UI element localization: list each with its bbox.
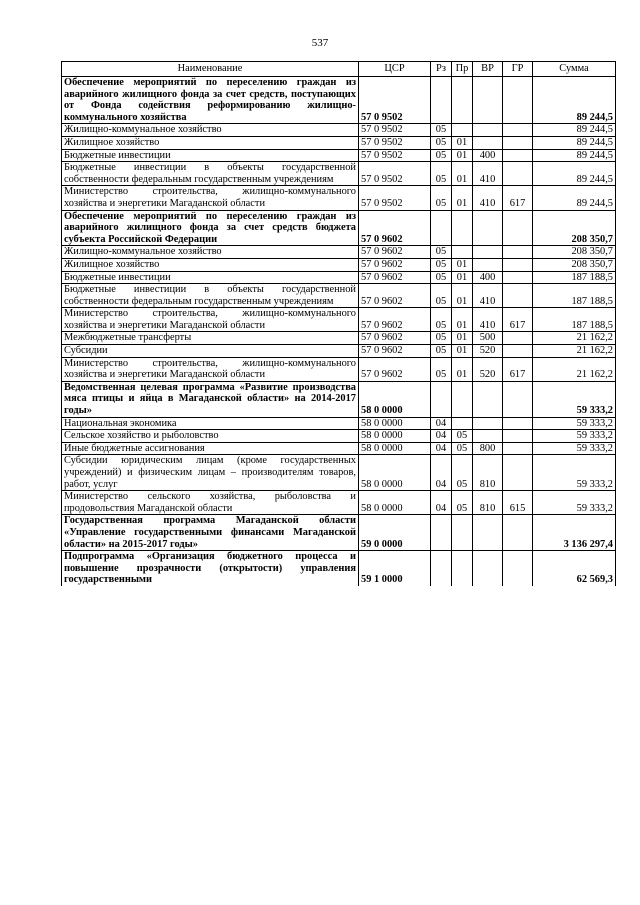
table-row: [62, 551, 616, 586]
row-csr-cell: 57 0 9502: [359, 186, 431, 210]
row-sum-cell: 89 244,5: [533, 186, 616, 210]
row-csr-cell: 57 0 9602: [359, 271, 431, 284]
row-pr-cell: 01: [452, 332, 473, 345]
table-row: [62, 258, 616, 271]
row-rz-cell: 04: [431, 417, 452, 430]
row-vr-cell: [473, 246, 503, 259]
row-pr-cell: 05: [452, 430, 473, 443]
row-csr-cell: 57 0 9602: [359, 308, 431, 332]
row-name-cell: Бюджетные инвестиции в объекты государственной собственности федеральным государственным учреждениям: [62, 284, 359, 308]
row-rz-cell: 05: [431, 186, 452, 210]
table-row: [62, 271, 616, 284]
row-gr-cell: [503, 551, 533, 586]
row-rz-cell: 05: [431, 162, 452, 186]
table-row: [62, 515, 616, 551]
row-sum-cell: 59 333,2: [533, 417, 616, 430]
table-row: [62, 210, 616, 246]
row-name-cell: Иные бюджетные ассигнования: [62, 442, 359, 455]
row-rz-cell: [431, 381, 452, 417]
row-gr-cell: [503, 271, 533, 284]
header-gr: ГР: [503, 62, 533, 77]
row-vr-cell: 400: [473, 271, 503, 284]
row-sum-cell: 21 162,2: [533, 345, 616, 358]
row-rz-cell: 04: [431, 442, 452, 455]
row-rz-cell: 04: [431, 430, 452, 443]
row-csr-cell: 58 0 0000: [359, 381, 431, 417]
table-row: [62, 162, 616, 186]
row-sum-cell: 59 333,2: [533, 442, 616, 455]
row-gr-cell: [503, 345, 533, 358]
row-pr-cell: 01: [452, 271, 473, 284]
row-gr-cell: 617: [503, 357, 533, 381]
row-gr-cell: [503, 515, 533, 551]
row-name-cell: Бюджетные инвестиции: [62, 271, 359, 284]
row-pr-cell: 01: [452, 149, 473, 162]
row-gr-cell: [503, 442, 533, 455]
row-pr-cell: [452, 515, 473, 551]
row-name-cell: Ведомственная целевая программа «Развитие производства мяса птицы и яйца в Магаданской области» на 2014-2017 годы»: [62, 381, 359, 417]
row-sum-cell: 187 188,5: [533, 308, 616, 332]
table-body: [62, 77, 616, 586]
row-rz-cell: [431, 551, 452, 586]
row-gr-cell: [503, 162, 533, 186]
row-csr-cell: 58 0 0000: [359, 417, 431, 430]
row-rz-cell: 05: [431, 271, 452, 284]
row-gr-cell: [503, 124, 533, 137]
row-sum-cell: 59 333,2: [533, 455, 616, 491]
row-csr-cell: 57 0 9602: [359, 246, 431, 259]
row-sum-cell: 89 244,5: [533, 124, 616, 137]
row-vr-cell: 810: [473, 491, 503, 515]
row-pr-cell: [452, 246, 473, 259]
row-vr-cell: 400: [473, 149, 503, 162]
row-vr-cell: [473, 210, 503, 246]
row-csr-cell: 58 0 0000: [359, 491, 431, 515]
row-vr-cell: 410: [473, 308, 503, 332]
row-gr-cell: [503, 430, 533, 443]
table-row: [62, 186, 616, 210]
row-pr-cell: [452, 210, 473, 246]
row-sum-cell: 59 333,2: [533, 381, 616, 417]
row-name-cell: Бюджетные инвестиции: [62, 149, 359, 162]
row-gr-cell: [503, 77, 533, 124]
row-vr-cell: 410: [473, 162, 503, 186]
row-name-cell: Жилищно-коммунальное хозяйство: [62, 124, 359, 137]
row-pr-cell: 01: [452, 162, 473, 186]
row-pr-cell: [452, 381, 473, 417]
row-name-cell: Обеспечение мероприятий по переселению граждан из аварийного жилищного фонда за счет средств бюджета субъекта Российской Федерации: [62, 210, 359, 246]
row-vr-cell: [473, 430, 503, 443]
page-number: 537: [311, 37, 329, 49]
row-sum-cell: 59 333,2: [533, 430, 616, 443]
row-gr-cell: [503, 381, 533, 417]
table-row: [62, 442, 616, 455]
row-sum-cell: 89 244,5: [533, 162, 616, 186]
row-vr-cell: [473, 124, 503, 137]
row-name-cell: Межбюджетные трансферты: [62, 332, 359, 345]
table-row: [62, 357, 616, 381]
row-vr-cell: 800: [473, 442, 503, 455]
row-pr-cell: [452, 124, 473, 137]
table-row: [62, 455, 616, 491]
row-gr-cell: [503, 149, 533, 162]
row-rz-cell: [431, 77, 452, 124]
table-header-row: [62, 62, 616, 77]
row-pr-cell: 05: [452, 442, 473, 455]
row-pr-cell: 01: [452, 357, 473, 381]
row-vr-cell: 410: [473, 186, 503, 210]
row-name-cell: Жилищное хозяйство: [62, 136, 359, 149]
header-sum: Сумма: [533, 62, 616, 77]
row-rz-cell: 05: [431, 284, 452, 308]
table-row: [62, 136, 616, 149]
header-vr: ВР: [473, 62, 503, 77]
row-sum-cell: 208 350,7: [533, 246, 616, 259]
row-vr-cell: 810: [473, 455, 503, 491]
row-gr-cell: [503, 455, 533, 491]
row-rz-cell: 05: [431, 246, 452, 259]
row-pr-cell: 01: [452, 258, 473, 271]
row-pr-cell: [452, 77, 473, 124]
header-name: Наименование: [62, 62, 359, 77]
row-name-cell: Национальная экономика: [62, 417, 359, 430]
row-gr-cell: 615: [503, 491, 533, 515]
row-vr-cell: [473, 77, 503, 124]
row-csr-cell: 59 0 0000: [359, 515, 431, 551]
row-sum-cell: 89 244,5: [533, 149, 616, 162]
row-sum-cell: 21 162,2: [533, 332, 616, 345]
row-csr-cell: 57 0 9502: [359, 124, 431, 137]
row-pr-cell: 05: [452, 455, 473, 491]
row-gr-cell: [503, 332, 533, 345]
row-csr-cell: 57 0 9502: [359, 162, 431, 186]
header-rz: Рз: [431, 62, 452, 77]
row-csr-cell: 58 0 0000: [359, 442, 431, 455]
row-name-cell: Жилищно-коммунальное хозяйство: [62, 246, 359, 259]
row-name-cell: Обеспечение мероприятий по переселению граждан из аварийного жилищного фонда за счет средств, поступающих от Фонда содействия реформированию жилищно-коммунального хозяйства: [62, 77, 359, 124]
row-vr-cell: [473, 551, 503, 586]
row-pr-cell: [452, 417, 473, 430]
row-name-cell: Подпрограмма «Организация бюджетного процесса и повышение прозрачности (открытости) управления государственными: [62, 551, 359, 586]
row-rz-cell: 05: [431, 136, 452, 149]
row-name-cell: Жилищное хозяйство: [62, 258, 359, 271]
row-rz-cell: 05: [431, 332, 452, 345]
row-rz-cell: 05: [431, 345, 452, 358]
row-name-cell: Сельское хозяйство и рыболовство: [62, 430, 359, 443]
row-csr-cell: 57 0 9502: [359, 136, 431, 149]
row-gr-cell: [503, 417, 533, 430]
table-row: [62, 345, 616, 358]
table-row: [62, 246, 616, 259]
row-rz-cell: 05: [431, 357, 452, 381]
row-vr-cell: [473, 515, 503, 551]
row-pr-cell: 01: [452, 345, 473, 358]
row-vr-cell: 520: [473, 345, 503, 358]
row-rz-cell: 05: [431, 149, 452, 162]
row-vr-cell: [473, 381, 503, 417]
row-csr-cell: 59 1 0000: [359, 551, 431, 586]
row-sum-cell: 187 188,5: [533, 284, 616, 308]
row-csr-cell: 57 0 9602: [359, 258, 431, 271]
row-sum-cell: 89 244,5: [533, 77, 616, 124]
row-csr-cell: 57 0 9602: [359, 357, 431, 381]
row-name-cell: Бюджетные инвестиции в объекты государственной собственности федеральным государственным учреждениям: [62, 162, 359, 186]
row-name-cell: Субсидии юридическим лицам (кроме государственных учреждений) и физическим лицам – производителям товаров, работ, услуг: [62, 455, 359, 491]
row-vr-cell: [473, 258, 503, 271]
row-gr-cell: [503, 136, 533, 149]
row-vr-cell: 500: [473, 332, 503, 345]
row-pr-cell: [452, 551, 473, 586]
row-gr-cell: 617: [503, 308, 533, 332]
row-pr-cell: 01: [452, 186, 473, 210]
row-pr-cell: 05: [452, 491, 473, 515]
row-csr-cell: 58 0 0000: [359, 455, 431, 491]
table-row: [62, 417, 616, 430]
row-csr-cell: 57 0 9502: [359, 77, 431, 124]
row-sum-cell: 208 350,7: [533, 258, 616, 271]
row-rz-cell: 05: [431, 308, 452, 332]
header-pr: Пр: [452, 62, 473, 77]
table-row: [62, 332, 616, 345]
row-gr-cell: [503, 258, 533, 271]
row-rz-cell: 04: [431, 491, 452, 515]
row-csr-cell: 57 0 9602: [359, 332, 431, 345]
row-rz-cell: 05: [431, 258, 452, 271]
row-csr-cell: 57 0 9602: [359, 284, 431, 308]
row-sum-cell: 89 244,5: [533, 136, 616, 149]
row-sum-cell: 21 162,2: [533, 357, 616, 381]
row-vr-cell: 520: [473, 357, 503, 381]
row-sum-cell: 208 350,7: [533, 210, 616, 246]
row-csr-cell: 57 0 9602: [359, 345, 431, 358]
row-vr-cell: [473, 136, 503, 149]
budget-table: [61, 61, 616, 586]
table-row: [62, 381, 616, 417]
header-csr: ЦСР: [359, 62, 431, 77]
row-rz-cell: 04: [431, 455, 452, 491]
row-name-cell: Министерство строительства, жилищно-коммунального хозяйства и энергетики Магаданской области: [62, 186, 359, 210]
row-rz-cell: 05: [431, 124, 452, 137]
row-sum-cell: 62 569,3: [533, 551, 616, 586]
row-sum-cell: 59 333,2: [533, 491, 616, 515]
table-row: [62, 430, 616, 443]
row-sum-cell: 187 188,5: [533, 271, 616, 284]
table-row: [62, 77, 616, 124]
row-name-cell: Министерство строительства, жилищно-коммунального хозяйства и энергетики Магаданской области: [62, 357, 359, 381]
row-vr-cell: 410: [473, 284, 503, 308]
row-pr-cell: 01: [452, 136, 473, 149]
row-gr-cell: [503, 246, 533, 259]
row-rz-cell: [431, 210, 452, 246]
row-gr-cell: [503, 284, 533, 308]
row-csr-cell: 58 0 0000: [359, 430, 431, 443]
row-rz-cell: [431, 515, 452, 551]
row-csr-cell: 57 0 9502: [359, 149, 431, 162]
row-name-cell: Министерство сельского хозяйства, рыболовства и продовольствия Магаданской области: [62, 491, 359, 515]
table-row: [62, 124, 616, 137]
row-vr-cell: [473, 417, 503, 430]
row-pr-cell: 01: [452, 284, 473, 308]
row-pr-cell: 01: [452, 308, 473, 332]
table-row: [62, 284, 616, 308]
row-sum-cell: 3 136 297,4: [533, 515, 616, 551]
table-row: [62, 491, 616, 515]
row-name-cell: Министерство строительства, жилищно-коммунального хозяйства и энергетики Магаданской области: [62, 308, 359, 332]
table-row: [62, 149, 616, 162]
row-csr-cell: 57 0 9602: [359, 210, 431, 246]
row-name-cell: Государственная программа Магаданской области «Управление государственными финансами Магаданской области» на 2015-2017 годы»: [62, 515, 359, 551]
row-gr-cell: 617: [503, 186, 533, 210]
table-row: [62, 308, 616, 332]
row-name-cell: Субсидии: [62, 345, 359, 358]
row-gr-cell: [503, 210, 533, 246]
